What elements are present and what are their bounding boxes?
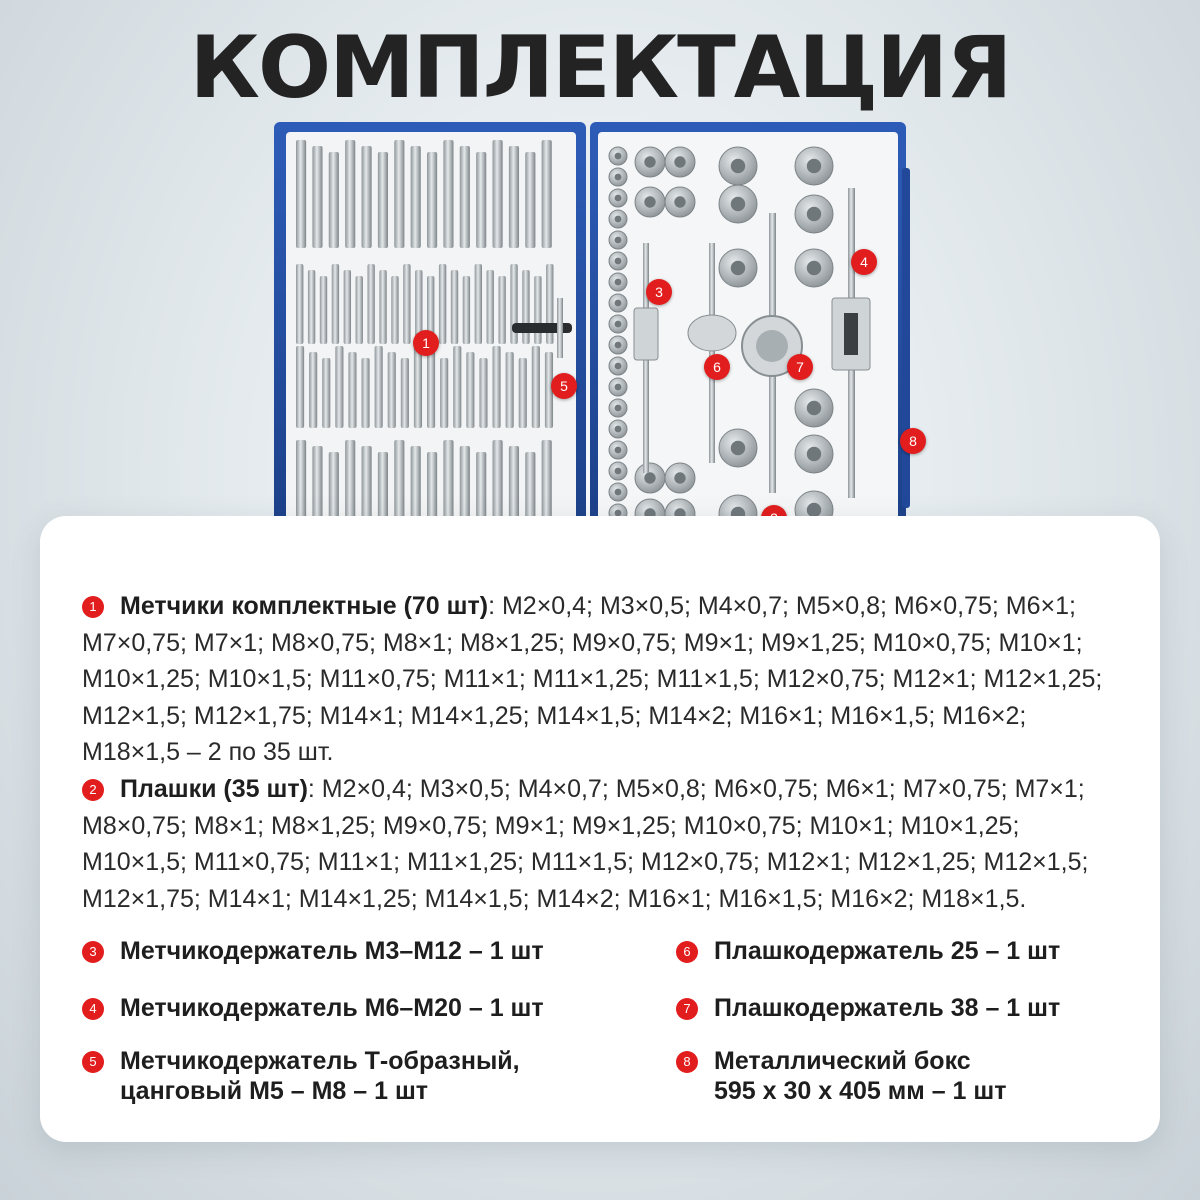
taps-description [82, 588, 1122, 771]
tap [506, 352, 514, 428]
die-hole [615, 237, 622, 244]
die-hole [615, 321, 622, 328]
tap [362, 358, 370, 428]
taps-sizes: : M2×0,4; M3×0,5; M4×0,7; M5×0,8; M6×0,75; M6×1; M7×0,75; M7×1; M8×0,75; M8×1; M8×1,25; M9×0,75; M9×1; M9×1,25; M10×0,75; M10×1; M10×1,25; M10×1,5; M11×0,75; M11×1; M11×1,25; M11×1,5; M12×0,75; M12×1; M12×1,25; M12×1,5; M12×1,75; M14×1; M14×1,25; M14×1,5; M14×2; M16×1; M16×1,5; M16×2; M18×1,5 – 2 по 35 шт. [82, 592, 1103, 766]
tap [362, 146, 372, 248]
tap [296, 264, 303, 344]
die-hole [644, 196, 655, 207]
badge-1: 1 [82, 596, 104, 618]
badge-6: 6 [676, 941, 698, 963]
tap [332, 264, 339, 344]
die-hole [807, 447, 821, 461]
tap [356, 276, 363, 344]
marker-8: 8 [900, 428, 926, 454]
tap-die-set-illustration [272, 118, 912, 558]
marker-4: 4 [851, 249, 877, 275]
tap [394, 140, 404, 248]
tap [320, 276, 327, 344]
die-hole [807, 401, 821, 415]
tap [322, 358, 330, 428]
tap [493, 140, 503, 248]
tap [296, 346, 304, 428]
tap [367, 264, 374, 344]
tap [403, 264, 410, 344]
die-hole [615, 342, 622, 349]
item-line: Метчикодержатель Т-образный, [120, 1047, 520, 1075]
tap [509, 146, 519, 248]
tap [479, 358, 487, 428]
marker-5: 5 [551, 373, 577, 399]
die-hole [615, 405, 622, 412]
tap [440, 358, 448, 428]
tap [329, 152, 339, 248]
die-hole [615, 426, 622, 433]
tap [379, 270, 386, 344]
tap [525, 152, 535, 248]
item-die-holder-38 [676, 993, 1060, 1023]
die-hole [807, 207, 821, 221]
die-hole [615, 258, 622, 265]
die-hole [615, 447, 622, 454]
item-die-holder-25 [676, 936, 1060, 966]
die-hole [615, 279, 622, 286]
tap [476, 152, 486, 248]
die-hole [731, 197, 745, 211]
tap [451, 270, 458, 344]
marker-1: 1 [413, 330, 439, 356]
tap [475, 264, 482, 344]
tap [453, 346, 461, 428]
tap [378, 152, 388, 248]
die-hole [674, 472, 685, 483]
die-hole [674, 156, 685, 167]
badge-5: 5 [82, 1051, 104, 1073]
tap [344, 270, 351, 344]
badge-2: 2 [82, 779, 104, 801]
tap [498, 276, 505, 344]
item-line: Метчикодержатель М6–М20 – 1 шт [120, 994, 544, 1022]
item-line: Метчикодержатель М3–М12 – 1 шт [120, 937, 544, 965]
tap [401, 358, 409, 428]
die-hole [615, 489, 622, 496]
tap [345, 140, 355, 248]
tap [414, 346, 422, 428]
item-tap-holder-m6-m20 [82, 993, 544, 1023]
die-hole [615, 468, 622, 475]
tap [375, 346, 383, 428]
item-metal-box [676, 1046, 1006, 1106]
marker-3: 3 [646, 279, 672, 305]
tap [466, 352, 474, 428]
die-hole [731, 261, 745, 275]
marker-6: 6 [704, 354, 730, 380]
die-hole [644, 156, 655, 167]
die-hole [807, 261, 821, 275]
die-hole [615, 195, 622, 202]
dies-description [82, 771, 1122, 917]
item-line: Металлический бокс [714, 1047, 971, 1075]
die-hole [731, 159, 745, 173]
die-hole [615, 174, 622, 181]
tap [532, 346, 540, 428]
badge-3: 3 [82, 941, 104, 963]
marker-7: 7 [787, 354, 813, 380]
tap [427, 152, 437, 248]
tap [411, 146, 421, 248]
badge-4: 4 [82, 998, 104, 1020]
tap [534, 276, 541, 344]
tap [348, 352, 356, 428]
item-tap-holder-m3-m12 [82, 936, 544, 966]
tap [439, 264, 446, 344]
tap [312, 146, 322, 248]
item-line-2: 595 х 30 х 405 мм – 1 шт [714, 1077, 1007, 1105]
badge-7: 7 [676, 998, 698, 1020]
badge-8: 8 [676, 1051, 698, 1073]
tap [542, 140, 552, 248]
item-t-handle-holder [82, 1046, 520, 1106]
die-hole [615, 300, 622, 307]
die-hole [615, 216, 622, 223]
tap [391, 276, 398, 344]
page-title: КОМПЛЕКТАЦИЯ [189, 18, 1011, 118]
dies-label: Плашки (35 шт) [120, 775, 308, 803]
dies-sizes: : M2×0,4; M3×0,5; M4×0,7; M5×0,8; M6×0,75; M6×1; M7×0,75; M7×1; M8×0,75; M8×1; M8×1,25; M9×0,75; M9×1; M9×1,25; M10×0,75; M10×1; M10×1,25; M10×1,5; M11×0,75; M11×1; M11×1,25; M11×1,5; M12×0,75; M12×1; M12×1,25; M12×1,5; M12×1,75; M14×1; M14×1,25; M14×1,5; M14×2; M16×1; M16×1,5; M16×2; M18×1,5. [82, 775, 1089, 913]
contents-card [40, 516, 1160, 1142]
die-hole [615, 384, 622, 391]
tap [309, 352, 317, 428]
die-hole [615, 363, 622, 370]
product-image [272, 118, 917, 562]
tap [487, 270, 494, 344]
die-hole [644, 472, 655, 483]
tap [443, 140, 453, 248]
taps-label: Метчики комплектные (70 шт) [120, 592, 489, 620]
tap [519, 358, 527, 428]
tap [463, 276, 470, 344]
die-hole [731, 441, 745, 455]
item-line: Плашкодержатель 38 – 1 шт [714, 994, 1061, 1022]
die-hole [807, 159, 821, 173]
tap [296, 140, 306, 248]
tap [427, 352, 435, 428]
tap [308, 270, 315, 344]
tap [335, 346, 343, 428]
tap [493, 346, 501, 428]
die-hole [615, 153, 622, 160]
item-line: Плашкодержатель 25 – 1 шт [714, 937, 1061, 965]
die-hole [674, 196, 685, 207]
tap [388, 352, 396, 428]
tap [460, 146, 470, 248]
item-line-2: цанговый М5 – М8 – 1 шт [120, 1077, 429, 1105]
